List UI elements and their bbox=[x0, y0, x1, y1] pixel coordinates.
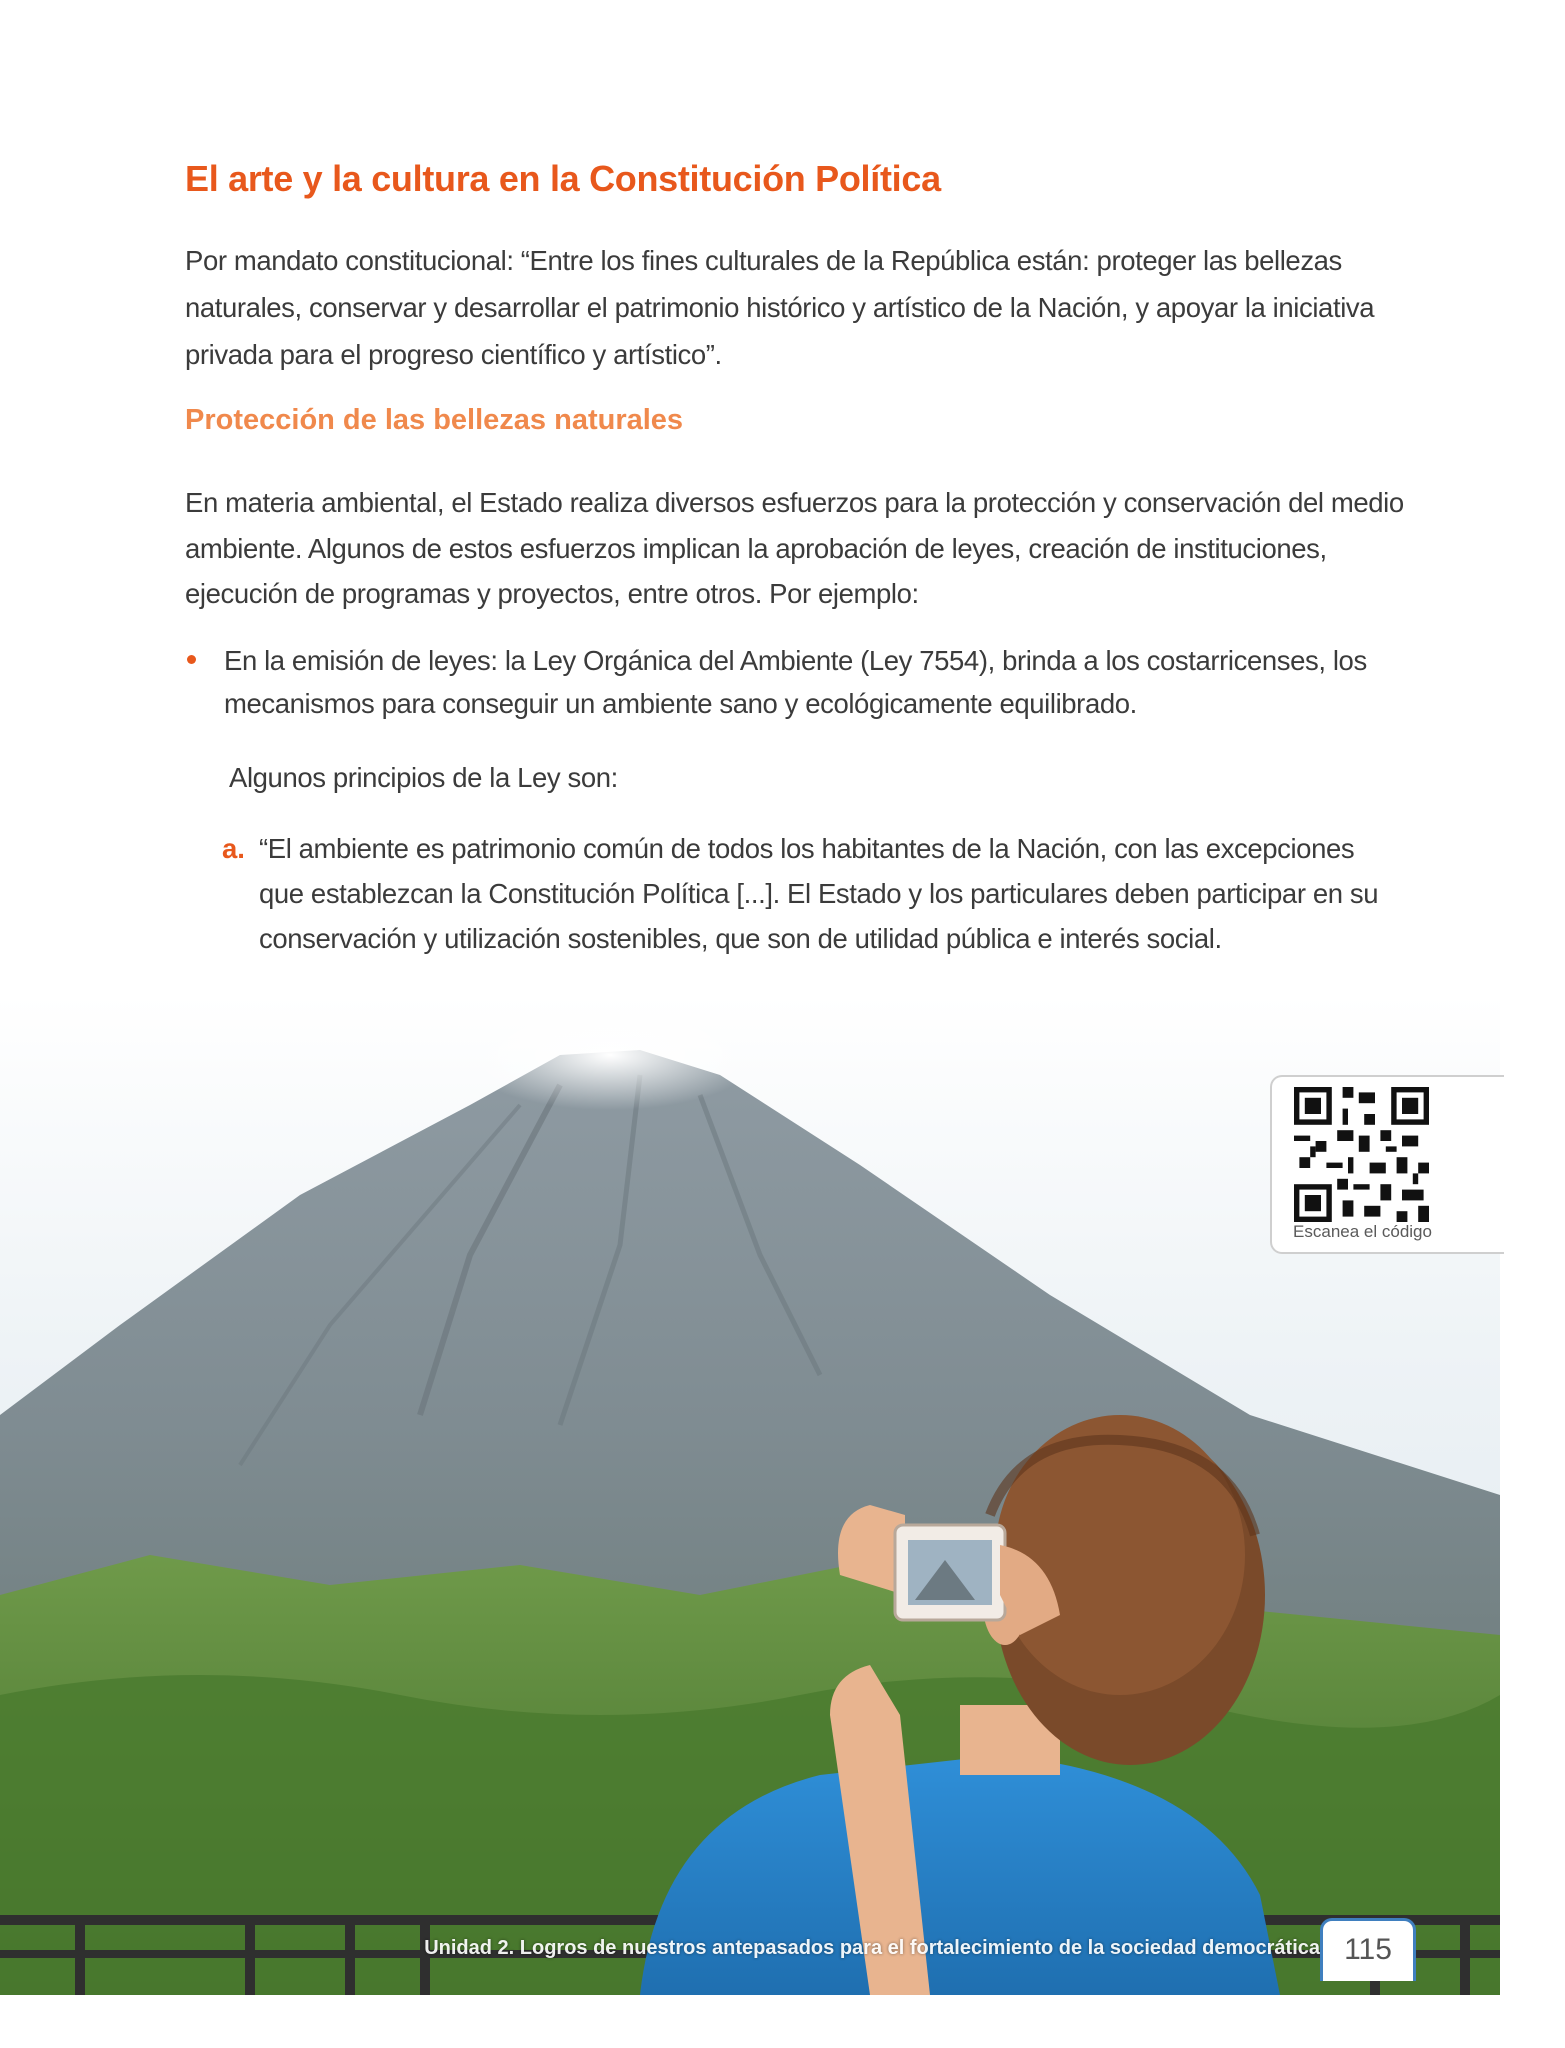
intro-line-1: Por mandato constitucional: “Entre los fines culturales de la República están: proteger las bellezas bbox=[185, 245, 1342, 276]
item-a-line-2: que establezcan la Constitución Política [...]. El Estado y los particulares deben participar en su bbox=[259, 878, 1379, 909]
item-a-letter: a. bbox=[222, 833, 245, 864]
footer-unit-title: Unidad 2. Logros de nuestros antepasados para el fortalecimiento de la sociedad democrática bbox=[424, 1937, 1320, 1959]
intro-line-3: privada para el progreso científico y artístico”. bbox=[185, 339, 722, 370]
qr-code-icon[interactable] bbox=[1294, 1087, 1429, 1222]
subsection-heading: Protección de las bellezas naturales bbox=[185, 404, 684, 436]
env-line-2: ambiente. Algunos de estos esfuerzos implican la aprobación de leyes, creación de instituciones, bbox=[185, 533, 1327, 564]
bullet-dot bbox=[187, 655, 196, 664]
bullet-line-1: En la emisión de leyes: la Ley Orgánica del Ambiente (Ley 7554), brinda a los costarricenses, los bbox=[224, 645, 1367, 676]
principles-intro: Algunos principios de la Ley son: bbox=[229, 762, 618, 793]
section-heading: El arte y la cultura en la Constitución Política bbox=[185, 158, 941, 199]
item-a-line-1: “El ambiente es patrimonio común de todos los habitantes de la Nación, con las excepciones bbox=[259, 833, 1355, 864]
page-number: 115 bbox=[1344, 1933, 1392, 1966]
qr-code-card[interactable] bbox=[1270, 1075, 1504, 1254]
env-line-1: En materia ambiental, el Estado realiza diversos esfuerzos para la protección y conservación del medio bbox=[185, 487, 1404, 518]
env-line-3: ejecución de programas y proyectos, entre otros. Por ejemplo: bbox=[185, 578, 919, 609]
qr-label: Escanea el código bbox=[1293, 1222, 1432, 1241]
intro-line-2: naturales, conservar y desarrollar el patrimonio histórico y artístico de la Nación, y apoyar la iniciativa bbox=[185, 292, 1375, 323]
bullet-line-2: mecanismos para conseguir un ambiente sano y ecológicamente equilibrado. bbox=[224, 688, 1137, 719]
item-a-line-3: conservación y utilización sostenibles, que son de utilidad pública e interés social. bbox=[259, 923, 1222, 954]
page-number-box bbox=[1320, 1918, 1416, 1981]
